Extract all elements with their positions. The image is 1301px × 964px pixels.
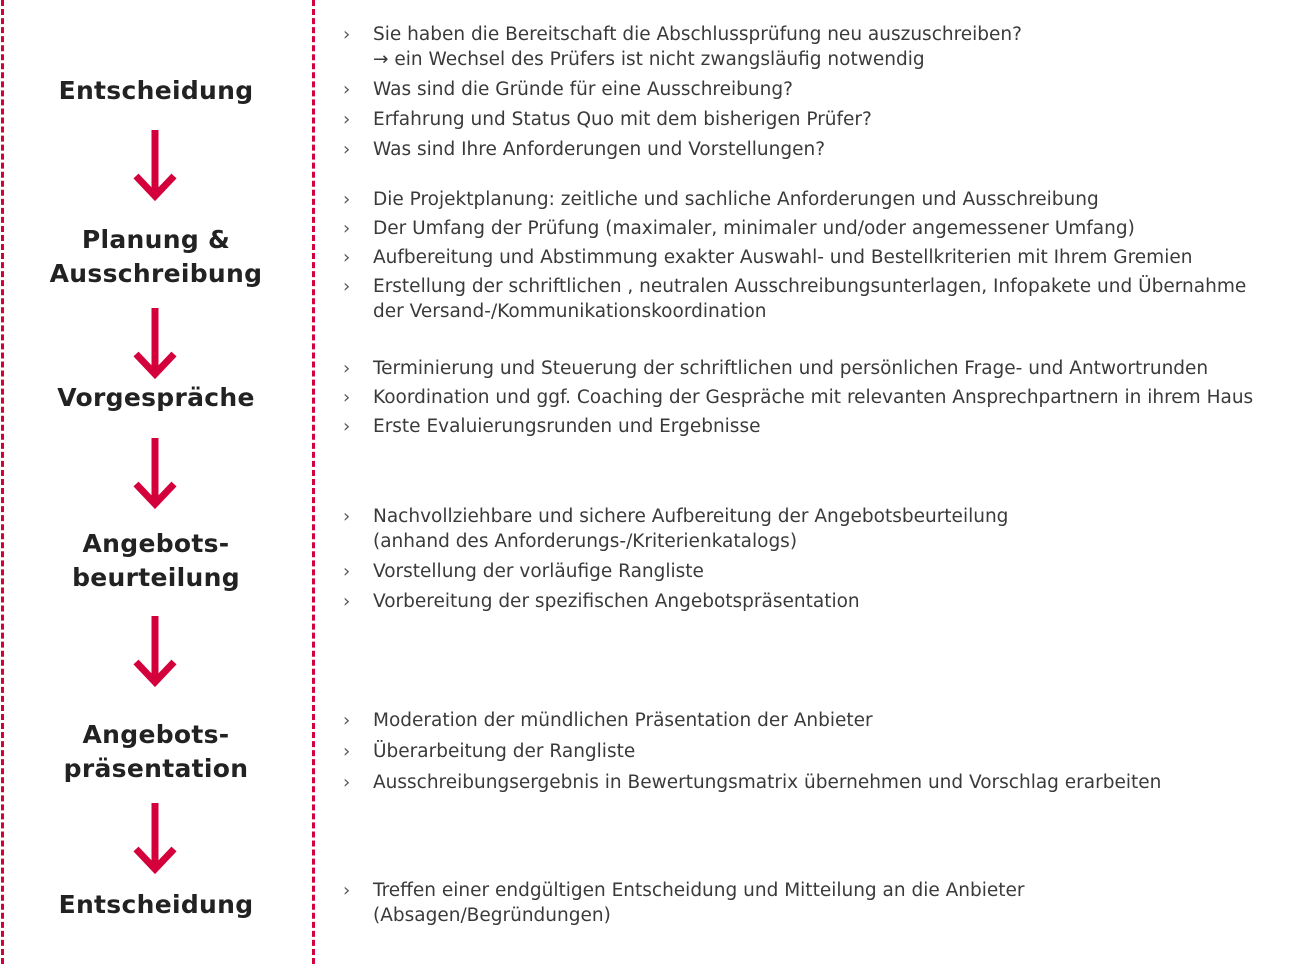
detail-group-angebotsbeurteilung <box>343 504 1293 614</box>
list-item <box>343 589 1293 614</box>
stage-5-angebotspraesentation <box>0 718 312 786</box>
detail-group-entscheidung <box>343 22 1293 162</box>
list-item <box>343 708 1293 733</box>
down-arrow-icon <box>130 801 180 875</box>
list-item <box>343 274 1293 324</box>
bullet-chevron-icon: › <box>343 591 351 612</box>
item-text: Ausschreibungsergebnis in Bewertungsmatrix übernehmen und Vorschlag erarbeiten <box>373 772 1162 793</box>
stage-label-line: Entscheidung <box>58 890 254 919</box>
item-text: Vorbereitung der spezifischen Angebotspräsentation <box>373 591 860 612</box>
bullet-chevron-icon: › <box>343 741 351 762</box>
bullet-chevron-icon: › <box>343 218 351 239</box>
bullet-chevron-icon: › <box>343 109 351 130</box>
down-arrow-icon <box>130 128 180 202</box>
item-text: Was sind Ihre Anforderungen und Vorstellungen? <box>373 139 826 160</box>
list-item <box>343 107 1293 132</box>
item-text: der Versand-/Kommunikationskoordination <box>373 301 767 322</box>
item-text: Überarbeitung der Rangliste <box>373 741 636 762</box>
bullet-chevron-icon: › <box>343 189 351 210</box>
stage-4-angebotsbeurteilung <box>0 527 312 595</box>
detail-group-vorgespraeche <box>343 356 1293 439</box>
bullet-chevron-icon: › <box>343 247 351 268</box>
list-item <box>343 414 1293 439</box>
stage-6-entscheidung <box>0 888 312 922</box>
stage-1-entscheidung <box>0 74 312 108</box>
item-text: Sie haben die Bereitschaft die Abschlussprüfung neu auszuschreiben? <box>373 24 1022 45</box>
down-arrow-icon <box>130 436 180 510</box>
stage-label-line: Planung & <box>81 225 231 254</box>
list-item <box>343 385 1293 410</box>
detail-group-angebotspraesentation <box>343 708 1293 795</box>
stage-label-line: Ausschreibung <box>49 259 263 288</box>
down-arrow-icon <box>130 306 180 380</box>
stage-label-line: Entscheidung <box>58 76 254 105</box>
bullet-chevron-icon: › <box>343 139 351 160</box>
stage-label-line: beurteilung <box>72 563 240 592</box>
item-text: (Absagen/Begründungen) <box>373 905 611 926</box>
item-text: Erste Evaluierungsrunden und Ergebnisse <box>373 416 761 437</box>
detail-group-entscheidung-final <box>343 878 1293 928</box>
list-item <box>343 216 1293 241</box>
list-item <box>343 559 1293 584</box>
list-item <box>343 245 1293 270</box>
item-text: Treffen einer endgültigen Entscheidung und Mitteilung an die Anbieter <box>373 880 1025 901</box>
item-text: → ein Wechsel des Prüfers ist nicht zwangsläufig notwendig <box>373 49 925 70</box>
list-item <box>343 504 1293 554</box>
list-item <box>343 878 1293 928</box>
detail-group-planung <box>343 187 1293 324</box>
bullet-chevron-icon: › <box>343 387 351 408</box>
item-text: (anhand des Anforderungs-/Kriterienkatalogs) <box>373 531 798 552</box>
item-text: Terminierung und Steuerung der schriftlichen und persönlichen Frage- und Antwortrunden <box>373 358 1209 379</box>
item-text: Die Projektplanung: zeitliche und sachliche Anforderungen und Ausschreibung <box>373 189 1099 210</box>
bullet-chevron-icon: › <box>343 561 351 582</box>
item-text: Erstellung der schriftlichen , neutralen Ausschreibungsunterlagen, Infopakete und Übernahme <box>373 276 1247 297</box>
stage-label-line: Angebots- <box>82 720 230 749</box>
list-item <box>343 739 1293 764</box>
stage-2-planung-ausschreibung <box>0 223 312 291</box>
bullet-chevron-icon: › <box>343 79 351 100</box>
item-text: Aufbereitung und Abstimmung exakter Auswahl- und Bestellkriterien mit Ihrem Gremien <box>373 247 1193 268</box>
stage-label-line: präsentation <box>63 754 249 783</box>
list-item <box>343 137 1293 162</box>
item-text: Vorstellung der vorläufige Rangliste <box>373 561 704 582</box>
item-text: Koordination und ggf. Coaching der Gespräche mit relevanten Ansprechpartnern in ihrem Haus <box>373 387 1254 408</box>
list-item <box>343 770 1293 795</box>
bullet-chevron-icon: › <box>343 416 351 437</box>
bullet-chevron-icon: › <box>343 772 351 793</box>
bullet-chevron-icon: › <box>343 506 351 527</box>
stage-3-vorgespraeche <box>0 381 312 415</box>
item-text: Moderation der mündlichen Präsentation der Anbieter <box>373 710 873 731</box>
bullet-chevron-icon: › <box>343 880 351 901</box>
item-text: Erfahrung und Status Quo mit dem bisherigen Prüfer? <box>373 109 872 130</box>
list-item <box>343 77 1293 102</box>
item-text: Der Umfang der Prüfung (maximaler, minimaler und/oder angemessener Umfang) <box>373 218 1135 239</box>
stage-label-line: Vorgespräche <box>57 383 255 412</box>
bullet-chevron-icon: › <box>343 24 351 45</box>
list-item <box>343 356 1293 381</box>
bullet-chevron-icon: › <box>343 710 351 731</box>
stage-label-line: Angebots- <box>82 529 230 558</box>
list-item <box>343 22 1293 72</box>
list-item <box>343 187 1293 212</box>
down-arrow-icon <box>130 614 180 688</box>
bullet-chevron-icon: › <box>343 358 351 379</box>
column-divider-dashed <box>312 0 315 964</box>
item-text: Nachvollziehbare und sichere Aufbereitung der Angebotsbeurteilung <box>373 506 1009 527</box>
left-dashed-border <box>1 0 4 964</box>
item-text: Was sind die Gründe für eine Ausschreibung? <box>373 79 793 100</box>
bullet-chevron-icon: › <box>343 276 351 297</box>
